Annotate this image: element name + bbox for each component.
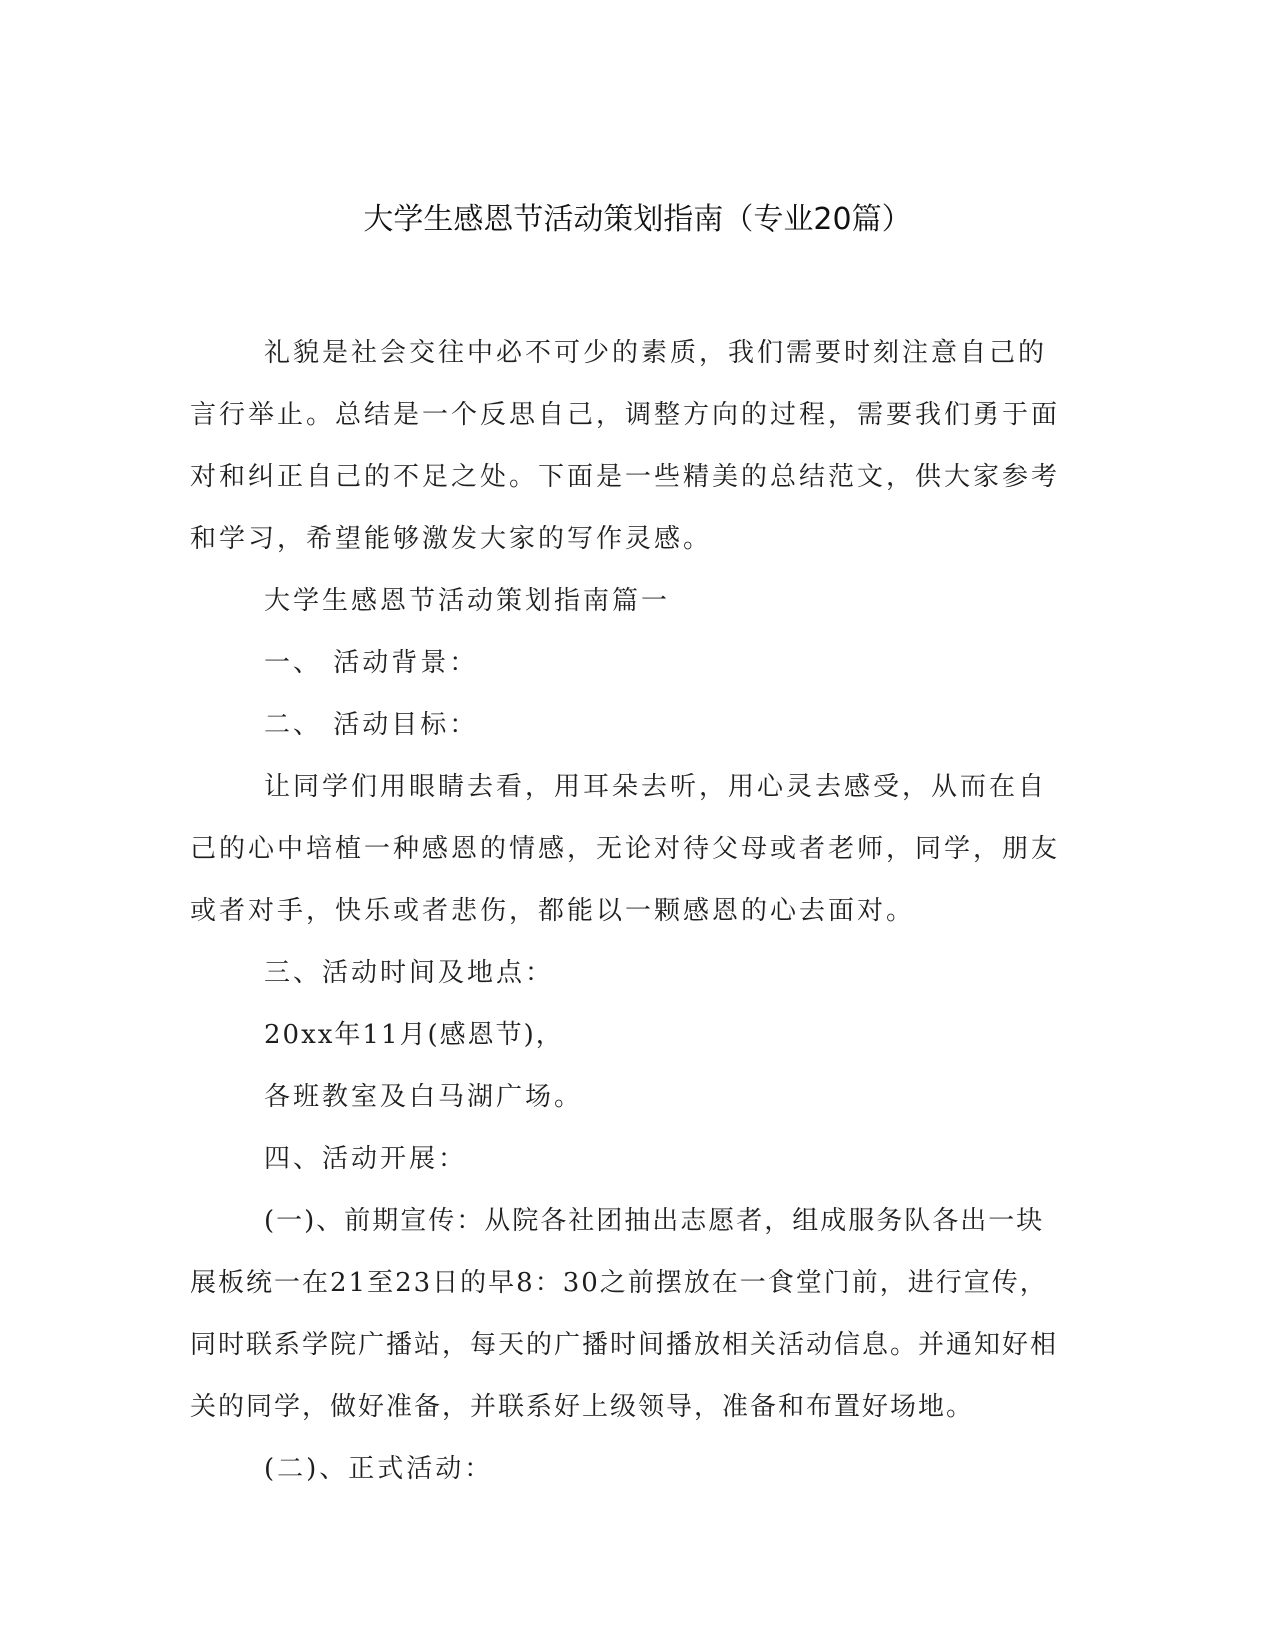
body-paragraph: (一)、前期宣传：从院各社团抽出志愿者，组成服务队各出一块展板统一在21至23日的早8：30之前摆放在一食堂门前，进行宣传，同时联系学院广播站，每天的广播时间播放相关活动信息。并通知好相关的同学，做好准备，并联系好上级领导，准备和布置好场地。: [190, 1206, 1059, 1422]
document-title: 大学生感恩节活动策划指南（专业20篇）: [363, 202, 912, 237]
list-item: 一、 活动背景：: [264, 648, 479, 678]
body-paragraph: 让同学们用眼睛去看，用耳朵去听，用心灵去感受，从而在自己的心中培植一种感恩的情感，无论对待父母或者老师，同学，朋友或者对手，快乐或者悲伤，都能以一颗感恩的心去面对。: [190, 772, 1061, 926]
list-item: (二)、正式活动：: [264, 1454, 494, 1484]
document-body: [190, 322, 1070, 1500]
body-line: 各班教室及白马湖广场。: [264, 1082, 584, 1112]
list-item: 四、活动开展：: [264, 1144, 468, 1174]
section-heading: 大学生感恩节活动策划指南篇一: [264, 586, 671, 616]
body-line: 20xx年11月(感恩节)，: [264, 1020, 564, 1050]
list-item: 二、 活动目标：: [264, 710, 479, 740]
list-item: 三、活动时间及地点：: [264, 958, 555, 988]
intro-paragraph: 礼貌是社会交往中必不可少的素质，我们需要时刻注意自己的言行举止。总结是一个反思自己，调整方向的过程，需要我们勇于面对和纠正自己的不足之处。下面是一些精美的总结范文，供大家参考和学习，希望能够激发大家的写作灵感。: [190, 338, 1061, 554]
